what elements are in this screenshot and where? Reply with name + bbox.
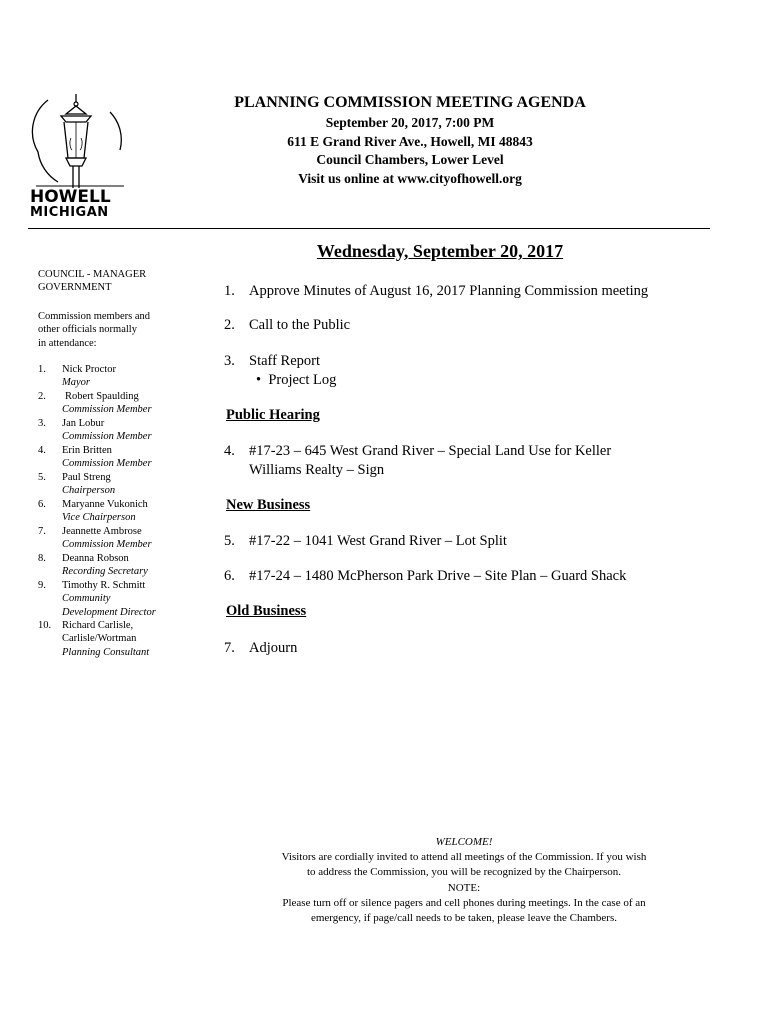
welcome-notice: WELCOME! Visitors are cordially invited to attend all meetings of the Commission. If you wish to address the Commission, you will be recognized by the Chairperson. NOTE: Please turn off or silence pagers and cell phones during meetings. In the case of an emergency, if page/call needs to be taken, please leave the Chambers.	[248, 835, 680, 926]
agenda-header	[160, 0, 660, 200]
government-type: COUNCIL - MANAGER GOVERNMENT	[38, 269, 147, 294]
note-label: NOTE:	[447, 881, 481, 894]
svg-text:HOWELL: HOWELL	[30, 187, 111, 207]
meeting-date-heading: Wednesday, September 20, 2017	[316, 241, 564, 261]
staff-report-bullet: • Project Log	[256, 372, 337, 388]
section-old-business: Old Business	[226, 603, 307, 619]
meeting-location: Council Chambers, Lower Level	[316, 152, 504, 167]
meeting-datetime: September 20, 2017, 7:00 PM	[325, 115, 495, 130]
header-divider	[28, 228, 710, 229]
svg-text:MICHIGAN: MICHIGAN	[30, 205, 109, 218]
section-public-hearing: Public Hearing	[226, 407, 320, 423]
website-line: Visit us online at www.cityofhowell.org	[298, 171, 522, 186]
section-new-business: New Business	[226, 497, 311, 513]
city-logo	[28, 92, 128, 218]
attendance-note: Commission members and other officials normally in attendance:	[38, 311, 150, 349]
bullet-icon: •	[256, 372, 262, 388]
welcome-title: WELCOME!	[435, 836, 493, 848]
agenda-title: PLANNING COMMISSION MEETING AGENDA	[234, 94, 586, 111]
meeting-address: 611 E Grand River Ave., Howell, MI 48843	[287, 134, 533, 149]
lantern-icon	[28, 92, 128, 218]
